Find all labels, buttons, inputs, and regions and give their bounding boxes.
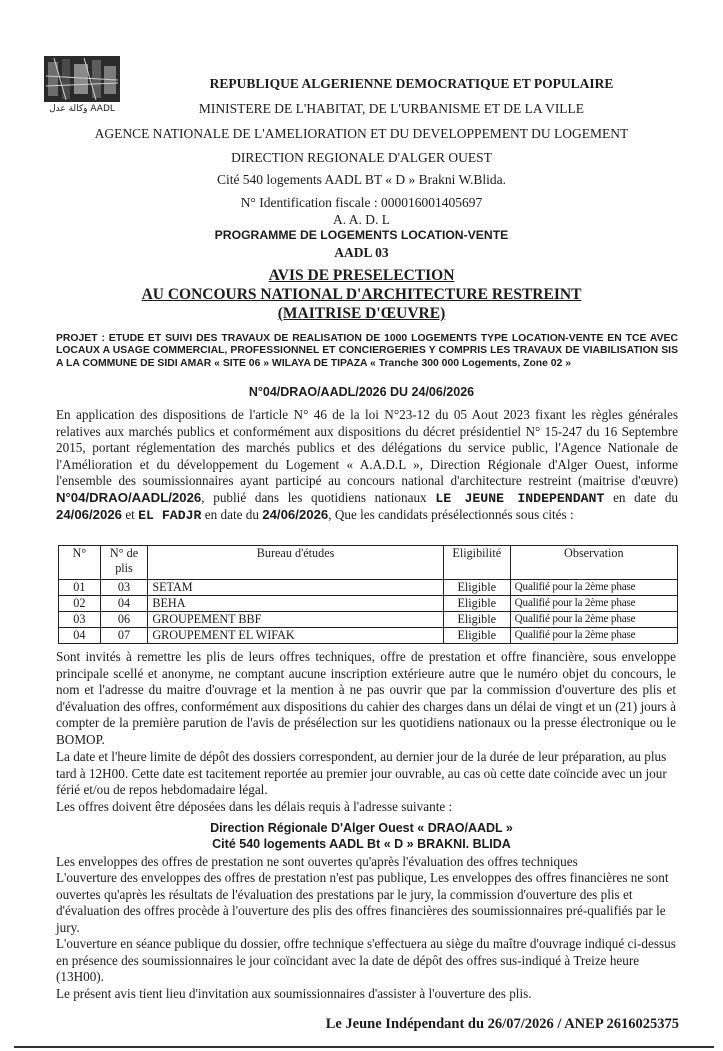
intro-ref: N°04/DRAO/AADL/2026 [56, 489, 202, 505]
notice-title-line1: AVIS DE PRESELECTION [268, 267, 455, 284]
technical-opening-paragraph: Les enveloppes des offres de prestation ne sont ouvertes qu'après l'évaluation des offres techniques [56, 854, 578, 869]
col-header-plis: N° de plis [100, 546, 148, 580]
cell-observation: Qualifié pour la 2ème phase [510, 628, 677, 644]
notice-reference: N°04/DRAO/AADL/2026 DU 24/06/2026 [248, 385, 475, 399]
cell-plis: 04 [100, 596, 148, 612]
project-description: PROJET : ETUDE ET SUIVI DES TRAVAUX DE REALISATION DE 1000 LOGEMENTS TYPE LOCATION-VENTE EN TCE AVEC LOCAUX A USAGE COMMERCIAL, PROFESSIONNEL ET CONCIERGERIES Y COMPRIS LES TRAVAUX DE VIABILISATION SIS A LA COMMUNE DE SIDI AMAR « SITE 06 » WILAYA DE TIPAZA « Tranche 300 000 Logements, Zone 02 » [56, 333, 678, 369]
intro-text-1: En application des dispositions de l'article N° 46 de la loi N°23-12 du 05 Aout 2023 fixant les règles générales relatives aux marchés publics et conformément aux dispositions du décret présidentiel N° 15-247 du 16 Septembre 2015, portant réglementation des marchés publics et des délégations du service public, l'Agence Nationale de l'Amélioration et du développement du Logement « A.A.D.L », Direction Régionale d'Alger Ouest, informe l'ensemble des soumissionnaires ayant participé au concours national d'architecture restreint (maitrise d'œuvre) [56, 407, 678, 488]
table-row [59, 628, 678, 644]
col-header-bureau: Bureau d'études [148, 546, 444, 580]
publication-date-1: 24/06/2026 [56, 507, 123, 522]
publication-date-2: 24/06/2026 [262, 507, 329, 522]
intro-text-3: en date du [604, 489, 679, 505]
programme-heading: PROGRAMME DE LOGEMENTS LOCATION-VENTE [214, 228, 509, 242]
col-header-number: N° [59, 546, 101, 580]
financial-opening-paragraph: L'ouverture des enveloppes des offres de prestation n'est pas publique, Les enveloppes des offres financières ne sont ouvertes qu'après les résultats de l'évaluation des prestations par le jury, la commission d'ouverture des plis et d'évaluation des offres procède à l'ouverture des plis des offres financières des soumissionnaires pré-qualifiés par le jury. [56, 870, 669, 935]
ministry-heading: MINISTERE DE L'HABITAT, DE L'URBANISME ET DE LA VILLE [198, 101, 585, 116]
candidates-table [58, 545, 678, 644]
programme-code: AADL 03 [334, 245, 389, 260]
cell-plis: 07 [100, 628, 148, 644]
table-row [59, 580, 678, 596]
cell-number: 01 [59, 580, 101, 596]
cell-eligibility: Eligible [443, 596, 510, 612]
cell-bureau: GROUPEMENT BBF [148, 612, 444, 628]
cell-eligibility: Eligible [443, 580, 510, 596]
cell-eligibility: Eligible [443, 628, 510, 644]
cell-plis: 03 [100, 580, 148, 596]
publication-footer: Le Jeune Indépendant du 26/07/2026 / ANEP 2616025375 [325, 1016, 679, 1032]
direction-heading: DIRECTION REGIONALE D'ALGER OUEST [231, 150, 492, 165]
deposit-address-line2: Cité 540 logements AADL Bt « D » BRAKNI. BLIDA [212, 837, 511, 851]
cell-bureau: GROUPEMENT EL WIFAK [148, 628, 444, 644]
deposit-instruction: Les offres doivent être déposées dans les délais requis à l'adresse suivante : [56, 799, 453, 814]
cell-number: 02 [59, 596, 101, 612]
intro-text-4: et [122, 507, 139, 522]
col-header-observation: Observation [510, 546, 677, 580]
invitation-notice: Le présent avis tient lieu d'invitation aux soumissionnaires d'assister à l'ouverture des plis. [56, 986, 532, 1001]
intro-text-2: , publié dans les quotidiens nationaux [201, 489, 436, 505]
intro-text-5: en date du [201, 507, 263, 522]
public-session-paragraph: L'ouverture en séance publique du dossier, offre technique s'effectuera au siège du maître d'ouvrage indiqué ci-dessus en présence des soumissionnaires le jour coïncidant avec la date de dépôt des offres sus-indiqué à Treize heure (13H00). [56, 936, 676, 985]
aadl-logo-caption: وكالة عدل AADL [49, 104, 115, 114]
fiscal-id: N° Identification fiscale : 000016001405697 [240, 195, 483, 210]
direction-address: Cité 540 logements AADL BT « D » Brakni W.Blida. [216, 172, 507, 187]
republic-heading: REPUBLIQUE ALGERIENNE DEMOCRATIQUE ET POPULAIRE [209, 76, 614, 91]
cell-observation: Qualifié pour la 2ème phase [510, 612, 677, 628]
notice-title-line2: AU CONCOURS NATIONAL D'ARCHITECTURE RESTREINT [141, 286, 582, 303]
cell-eligibility: Eligible [443, 612, 510, 628]
deadline-paragraph: La date et l'heure limite de dépôt des dossiers correspondent, au dernier jour de la durée de leur préparation, au plus tard à 12H00. Cette date est tacitement reportée au premier jour ouvrable, au cas où cette date coïncide avec un jour férié et/ou de repos hebdomadaire légal. [56, 749, 667, 798]
cell-bureau: BEHA [148, 596, 444, 612]
cell-number: 03 [59, 612, 101, 628]
cell-plis: 06 [100, 612, 148, 628]
invitation-paragraph: Sont invités à remettre les plis de leurs offres techniques, offre de prestation et offre financière, sous enveloppe principale scellé et anonyme, ne comptant aucune inscription extérieure autre que le numéro objet du concours, le nom et l'adresse du maitre d'ouvrage et la mention à ne pas ouvrir que par la commission d'ouverture des plis et d'évaluation des offres, conformément aux dispositions du cahier des charges dans un délai de vingt et un (21) jours à compter de la première parution de l'avis de présélection sur les quotidiens nationaux ou la presse électronique ou le BOMOP. [56, 649, 676, 747]
notice-title-line3: (MAITRISE D'ŒUVRE) [277, 305, 446, 322]
cell-observation: Qualifié pour la 2ème phase [510, 596, 677, 612]
intro-paragraph [56, 407, 678, 525]
agency-heading: AGENCE NATIONALE DE L'AMELIORATION ET DU DEVELOPPEMENT DU LOGEMENT [94, 126, 629, 141]
table-row [59, 612, 678, 628]
table-row [59, 596, 678, 612]
table-header-row [59, 546, 678, 580]
cell-number: 04 [59, 628, 101, 644]
cell-bureau: SETAM [148, 580, 444, 596]
aadl-acronym: A. A. D. L [333, 212, 390, 227]
col-header-eligibility: Eligibilité [443, 546, 510, 580]
intro-text-6: , Que les candidats présélectionnés sous cités : [328, 507, 574, 522]
deposit-address-line1: Direction Régionale D'Alger Ouest « DRAO/AADL » [210, 821, 513, 835]
bottom-divider [14, 1046, 714, 1048]
newspaper-1: LE JEUNE INDEPENDANT [435, 490, 605, 506]
newspaper-2: EL FADJR [138, 508, 202, 523]
cell-observation: Qualifié pour la 2ème phase [510, 580, 677, 596]
